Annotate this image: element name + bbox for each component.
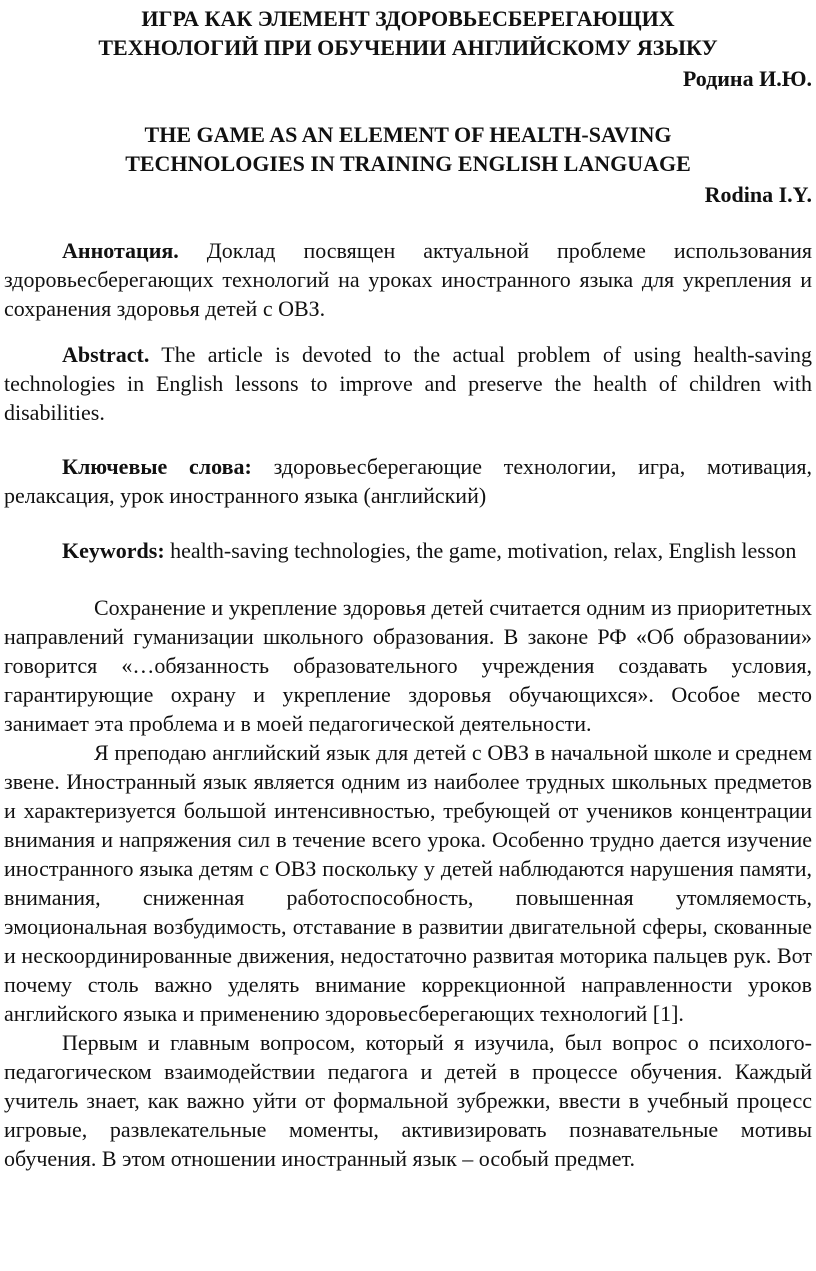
keywords-en-label: Keywords:	[62, 538, 165, 563]
annotation-label: Аннотация.	[62, 238, 179, 263]
keywords-en-paragraph	[4, 536, 812, 565]
annotation-paragraph	[4, 236, 812, 323]
keywords-ru-label: Ключевые слова:	[62, 454, 252, 479]
annotation-text: Доклад посвящен актуальной проблеме использования здоровьесберегающих технологий на уроках иностранного языка для укрепления и сохранения здоровья детей с ОВЗ.	[4, 238, 812, 321]
body-paragraph-3: Первым и главным вопросом, который я изучила, был вопрос о психолого-педагогическом взаимодействии педагога и детей в процессе обучения. Каждый учитель знает, как важно уйти от формальной зубрежки, ввести в учебный процесс игровые, развлекательные моменты, активизировать познавательные мотивы обучения. В этом отношении иностранный язык – особый предмет.	[4, 1030, 812, 1171]
title-en-line-1: THE GAME AS AN ELEMENT OF HEALTH-SAVING	[144, 122, 672, 147]
abstract-text: The article is devoted to the actual problem of using health-saving technologies in English lessons to improve and preserve the health of children with disabilities.	[4, 342, 812, 425]
keywords-en-text: health-saving technologies, the game, motivation, relax, English lesson	[164, 538, 797, 563]
keywords-ru-text: здоровьесберегающие технологии, игра, мотивация, релаксация, урок иностранного языка (английский)	[4, 454, 813, 508]
author-ru: Родина И.Ю.	[682, 66, 812, 91]
author-en: Rodina I.Y.	[704, 182, 812, 207]
title-ru-line-2: ТЕХНОЛОГИЙ ПРИ ОБУЧЕНИИ АНГЛИЙСКОМУ ЯЗЫКУ	[98, 35, 718, 60]
title-ru-line-1: ИГРА КАК ЭЛЕМЕНТ ЗДОРОВЬЕСБЕРЕГАЮЩИХ	[141, 6, 675, 31]
abstract-paragraph	[4, 340, 812, 427]
abstract-label: Abstract.	[62, 342, 150, 367]
body-paragraph-1: Сохранение и укрепление здоровья детей считается одним из приоритетных направлений гуманизации школьного образования. В законе РФ «Об образовании» говорится «…обязанность образовательного учреждения создавать условия, гарантирующие охрану и укрепление здоровья обучающихся». Особое место занимает эта проблема и в моей педагогической деятельности.	[4, 595, 812, 736]
body-paragraph-2: Я преподаю английский язык для детей с ОВЗ в начальной школе и среднем звене. Иностранный язык является одним из наиболее трудных школьных предметов и характеризуется большой интенсивностью, требующей от учеников концентрации внимания и напряжения сил в течение всего урока. Особенно трудно дается изучение иностранного языка детям с ОВЗ поскольку у детей наблюдаются нарушения памяти, внимания, сниженная работоспособность, повышенная утомляемость, эмоциональная возбудимость, отставание в развитии двигательной сферы, скованные и нескоординированные движения, недостаточно развитая моторика пальцев рук. Вот почему столь важно уделять внимание коррекционной направленности уроков английского языка и применению здоровьесберегающих технологий [1].	[4, 740, 812, 1026]
keywords-ru-paragraph	[4, 452, 812, 510]
title-en-line-2: TECHNOLOGIES IN TRAINING ENGLISH LANGUAGE	[125, 151, 691, 176]
